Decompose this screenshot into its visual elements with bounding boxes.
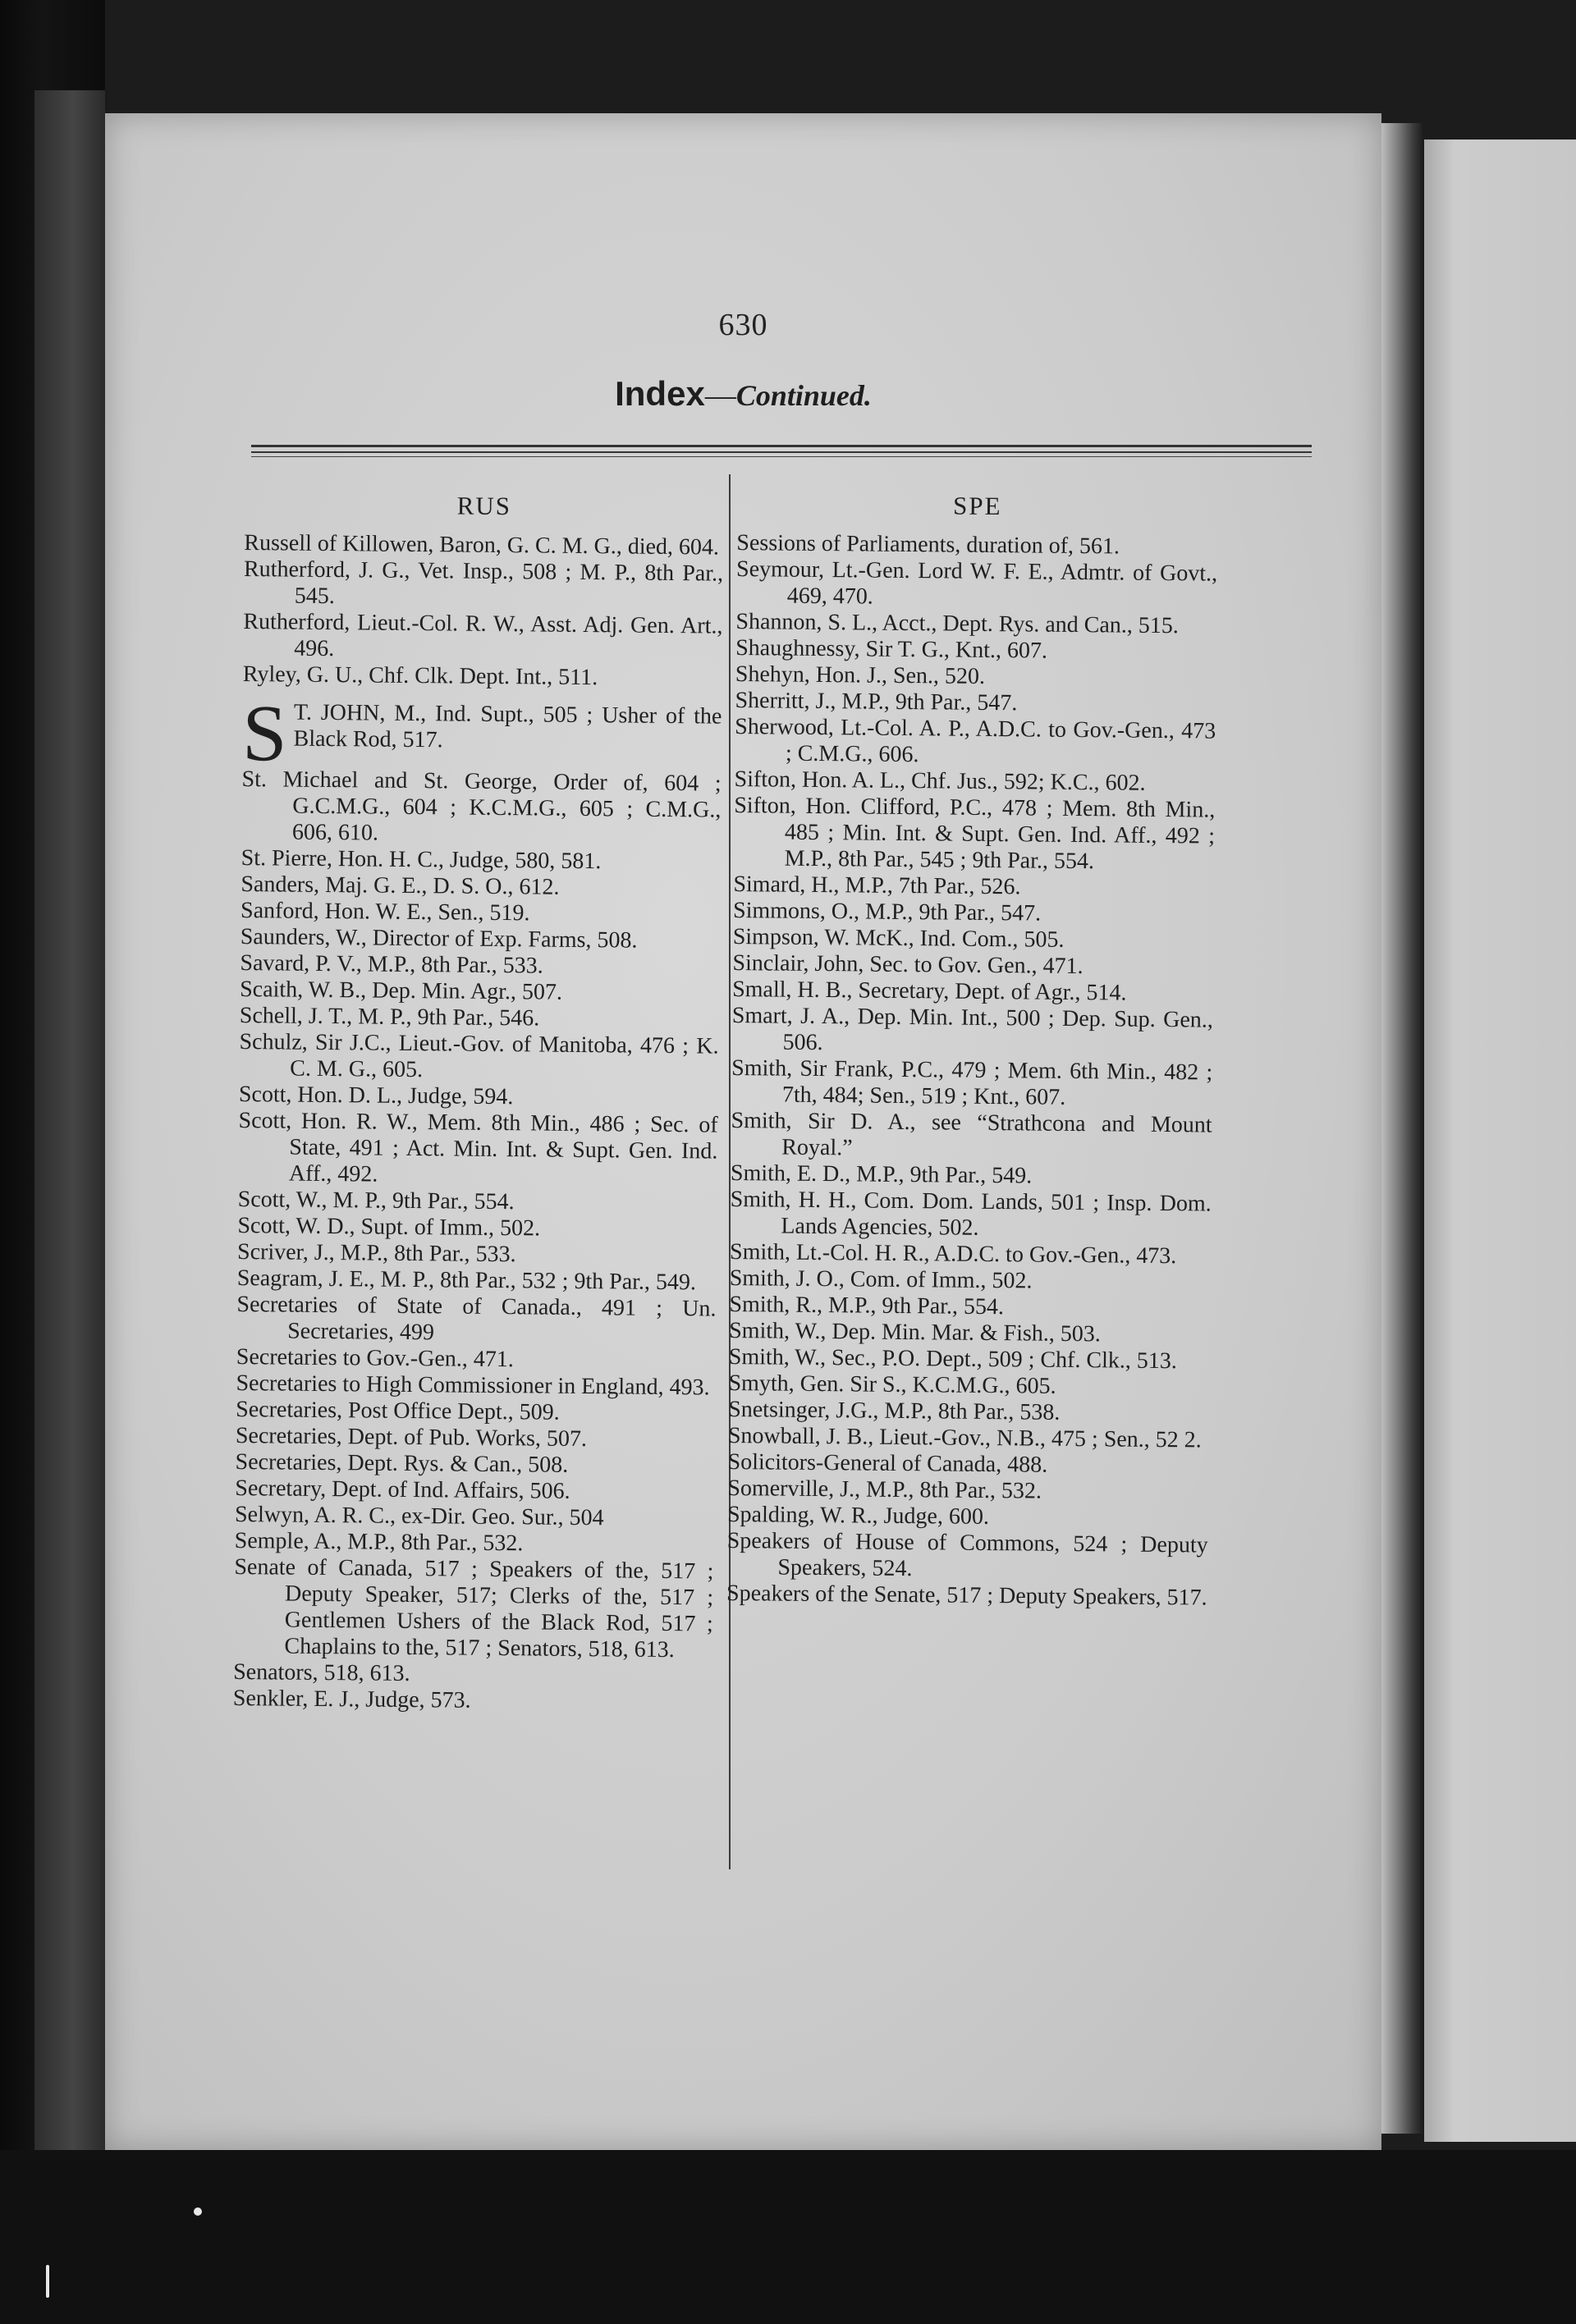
index-entry: Somerville, J., M.P., 8th Par., 532. [727, 1475, 1042, 1504]
book-binding-edge [34, 90, 108, 2158]
index-entry: Simard, H., M.P., 7th Par., 526. [733, 871, 1021, 900]
index-entry: Smith, J. O., Com. of Imm., 502. [729, 1265, 1033, 1294]
book-gutter-shadow [1381, 123, 1424, 2134]
index-entry: Secretaries to Gov.-Gen., 471. [236, 1343, 514, 1373]
header-rule-middle [251, 451, 1312, 453]
index-entry: Smith, H. H., Com. Dom. Lands, 501 ; Insp. Dom. Lands Agencies, 502. [730, 1186, 1212, 1241]
header-rule-thick [251, 445, 1312, 447]
index-entry: Smith, Sir Frank, P.C., 479 ; Mem. 6th Min., 482 ; 7th, 484; Sen., 519 ; Knt., 607. [731, 1054, 1213, 1110]
dust-speck [46, 2265, 49, 2298]
dust-speck [194, 2207, 202, 2216]
index-entry: Secretaries, Dept. Rys. & Can., 508. [235, 1448, 569, 1478]
index-entry: Seymour, Lt.-Gen. Lord W. F. E., Admtr. of Govt., 469, 470. [735, 556, 1218, 610]
index-entry: Senators, 518, 613. [233, 1658, 410, 1687]
page-title [105, 374, 1381, 414]
index-entry: Sherritt, J., M.P., 9th Par., 547. [735, 687, 1018, 716]
index-entry: Snetsinger, J.G., M.P., 8th Par., 538. [728, 1396, 1061, 1425]
page-number: 630 [718, 308, 768, 342]
index-entry: Simpson, W. McK., Ind. Com., 505. [732, 923, 1065, 953]
index-entry-dropcap [241, 689, 722, 779]
index-entry: Sanford, Hon. W. E., Sen., 519. [240, 897, 530, 926]
index-entry: Smith, Sir D. A., see “Strathcona and Mount Royal.” [731, 1107, 1212, 1161]
index-entry: Smart, J. A., Dep. Min. Int., 500 ; Dep. Sup. Gen., 506. [731, 1002, 1213, 1056]
index-entry: Smith, W., Sec., P.O. Dept., 509 ; Chf. Clk., 513. [728, 1343, 1178, 1375]
index-entry: Simmons, O., M.P., 9th Par., 547. [732, 897, 1042, 926]
index-entry: Small, H. B., Secretary, Dept. of Agr., 514. [732, 976, 1127, 1006]
page-title-dash: — [704, 378, 736, 413]
header-rule-thin [251, 456, 1312, 457]
index-entry: Sifton, Hon. A. L., Chf. Jus., 592; K.C., 602. [734, 766, 1146, 796]
index-entry: Smith, R., M.P., 9th Par., 554. [729, 1291, 1005, 1320]
index-entry: Sinclair, John, Sec. to Gov. Gen., 471. [732, 949, 1084, 980]
index-entry: Sifton, Hon. Clifford, P.C., 478 ; Mem. 8th Min., 485 ; Min. Int. & Supt. Gen. Ind. Aff., 492 ; M.P., 8th Par., 545 ; 9th Par., 554. [734, 792, 1216, 875]
index-entry: Solicitors-General of Canada, 488. [727, 1448, 1048, 1478]
index-entry: Shehyn, Hon. J., Sen., 520. [735, 661, 986, 689]
right-column-heading: SPE [952, 491, 1002, 521]
index-entry: Sherwood, Lt.-Col. A. P., A.D.C. to Gov.-Gen., 473 ; C.M.G., 606. [735, 713, 1216, 768]
right-column [726, 491, 1218, 1612]
index-entry: Shannon, S. L., Acct., Dept. Rys. and Can., 515. [735, 608, 1179, 639]
index-entry: Smith, E. D., M.P., 9th Par., 549. [730, 1160, 1033, 1189]
index-entry: Schell, J. T., M. P., 9th Par., 546. [239, 1002, 540, 1032]
index-entry: Senate of Canada, 517 ; Speakers of the, 517 ; Deputy Speaker, 517; Clerks of the, 517 ; Gentlemen Ushers of the Black Rod, 517 ; Chaplains to the, 517 ; Senators, 518, 613. [234, 1553, 714, 1663]
index-entry: Secretaries, Post Office Dept., 509. [236, 1396, 560, 1425]
index-entry: Senkler, E. J., Judge, 573. [232, 1685, 471, 1713]
left-column [233, 491, 724, 1717]
index-entry: St. Michael and St. George, Order of, 604 ; G.C.M.G., 604 ; K.C.M.G., 605 ; C.M.G., 606, 610. [241, 766, 722, 846]
index-entry: Spalding, W. R., Judge, 600. [726, 1501, 990, 1530]
left-column-heading: RUS [456, 491, 512, 521]
index-entry: Savard, P. V., M.P., 8th Par., 533. [240, 949, 543, 979]
index-entry: Speakers of House of Commons, 524 ; Deputy Speakers, 524. [726, 1527, 1208, 1582]
index-entry: Selwyn, A. R. C., ex-Dir. Geo. Sur., 504 [234, 1501, 604, 1531]
index-entry: Russell of Killowen, Baron, G. C. M. G., died, 604. [244, 529, 720, 560]
index-entry: Smith, Lt.-Col. H. R., A.D.C. to Gov.-Gen., 473. [729, 1238, 1177, 1270]
dropcap-entry-text: T. JOHN, M., Ind. Supt., 505 ; Usher of the Black Rod, 517. [293, 699, 722, 753]
index-entry: Rutherford, Lieut.-Col. R. W., Asst. Adj. Gen. Art., 496. [243, 608, 723, 662]
index-entry: Smyth, Gen. Sir S., K.C.M.G., 605. [728, 1370, 1056, 1399]
index-entry: Sanders, Maj. G. E., D. S. O., 612. [241, 871, 560, 900]
index-entry: Semple, A., M.P., 8th Par., 532. [234, 1527, 524, 1557]
index-entry: Secretaries to High Commissioner in England, 493. [236, 1370, 710, 1401]
page-title-main: Index [615, 374, 705, 413]
index-entry: Snowball, J. B., Lieut.-Gov., N.B., 475 ; Sen., 52 2. [727, 1422, 1202, 1453]
index-entry: Smith, W., Dep. Min. Mar. & Fish., 503. [729, 1317, 1102, 1347]
index-entry: Schulz, Sir J.C., Lieut.-Gov. of Manitoba, 476 ; K. C. M. G., 605. [239, 1028, 719, 1083]
index-entry: Secretary, Dept. of Ind. Affairs, 506. [235, 1475, 570, 1504]
index-entry: St. Pierre, Hon. H. C., Judge, 580, 581. [241, 844, 602, 875]
index-entry: Shaughnessy, Sir T. G., Knt., 607. [735, 634, 1048, 664]
scan-bottom-margin [0, 2150, 1576, 2324]
dropcap-letter: S [241, 689, 288, 779]
facing-page-edge [1424, 140, 1576, 2142]
index-entry: Seagram, J. E., M. P., 8th Par., 532 ; 9th Par., 549. [236, 1265, 697, 1296]
book-page [105, 113, 1381, 2150]
index-entry: Scott, W., M. P., 9th Par., 554. [237, 1186, 515, 1215]
index-entry: Sessions of Parliaments, duration of, 561. [736, 529, 1120, 560]
index-entry: Scott, Hon. D. L., Judge, 594. [238, 1081, 514, 1110]
index-entry: Scriver, J., M.P., 8th Par., 533. [236, 1238, 516, 1268]
index-entry: Rutherford, J. G., Vet. Insp., 508 ; M. P., 8th Par., 545. [243, 556, 724, 610]
page-title-continued: Continued. [735, 379, 872, 412]
index-entry: Saunders, W., Director of Exp. Farms, 508. [240, 923, 638, 954]
index-entry: Speakers of the Senate, 517 ; Deputy Speakers, 517. [726, 1580, 1207, 1611]
index-entry: Scott, Hon. R. W., Mem. 8th Min., 486 ; Sec. of State, 491 ; Act. Min. Int. & Supt. Gen. Ind. Aff., 492. [238, 1107, 718, 1187]
index-entry: Secretaries of State of Canada., 491 ; Un. Secretaries, 499 [236, 1291, 717, 1346]
index-entry: Ryley, G. U., Chf. Clk. Dept. Int., 511. [242, 661, 598, 691]
index-entry: Scaith, W. B., Dep. Min. Agr., 507. [240, 976, 563, 1005]
index-entry: Secretaries, Dept. of Pub. Works, 507. [235, 1422, 588, 1452]
index-entry: Scott, W. D., Supt. of Imm., 502. [237, 1212, 541, 1242]
